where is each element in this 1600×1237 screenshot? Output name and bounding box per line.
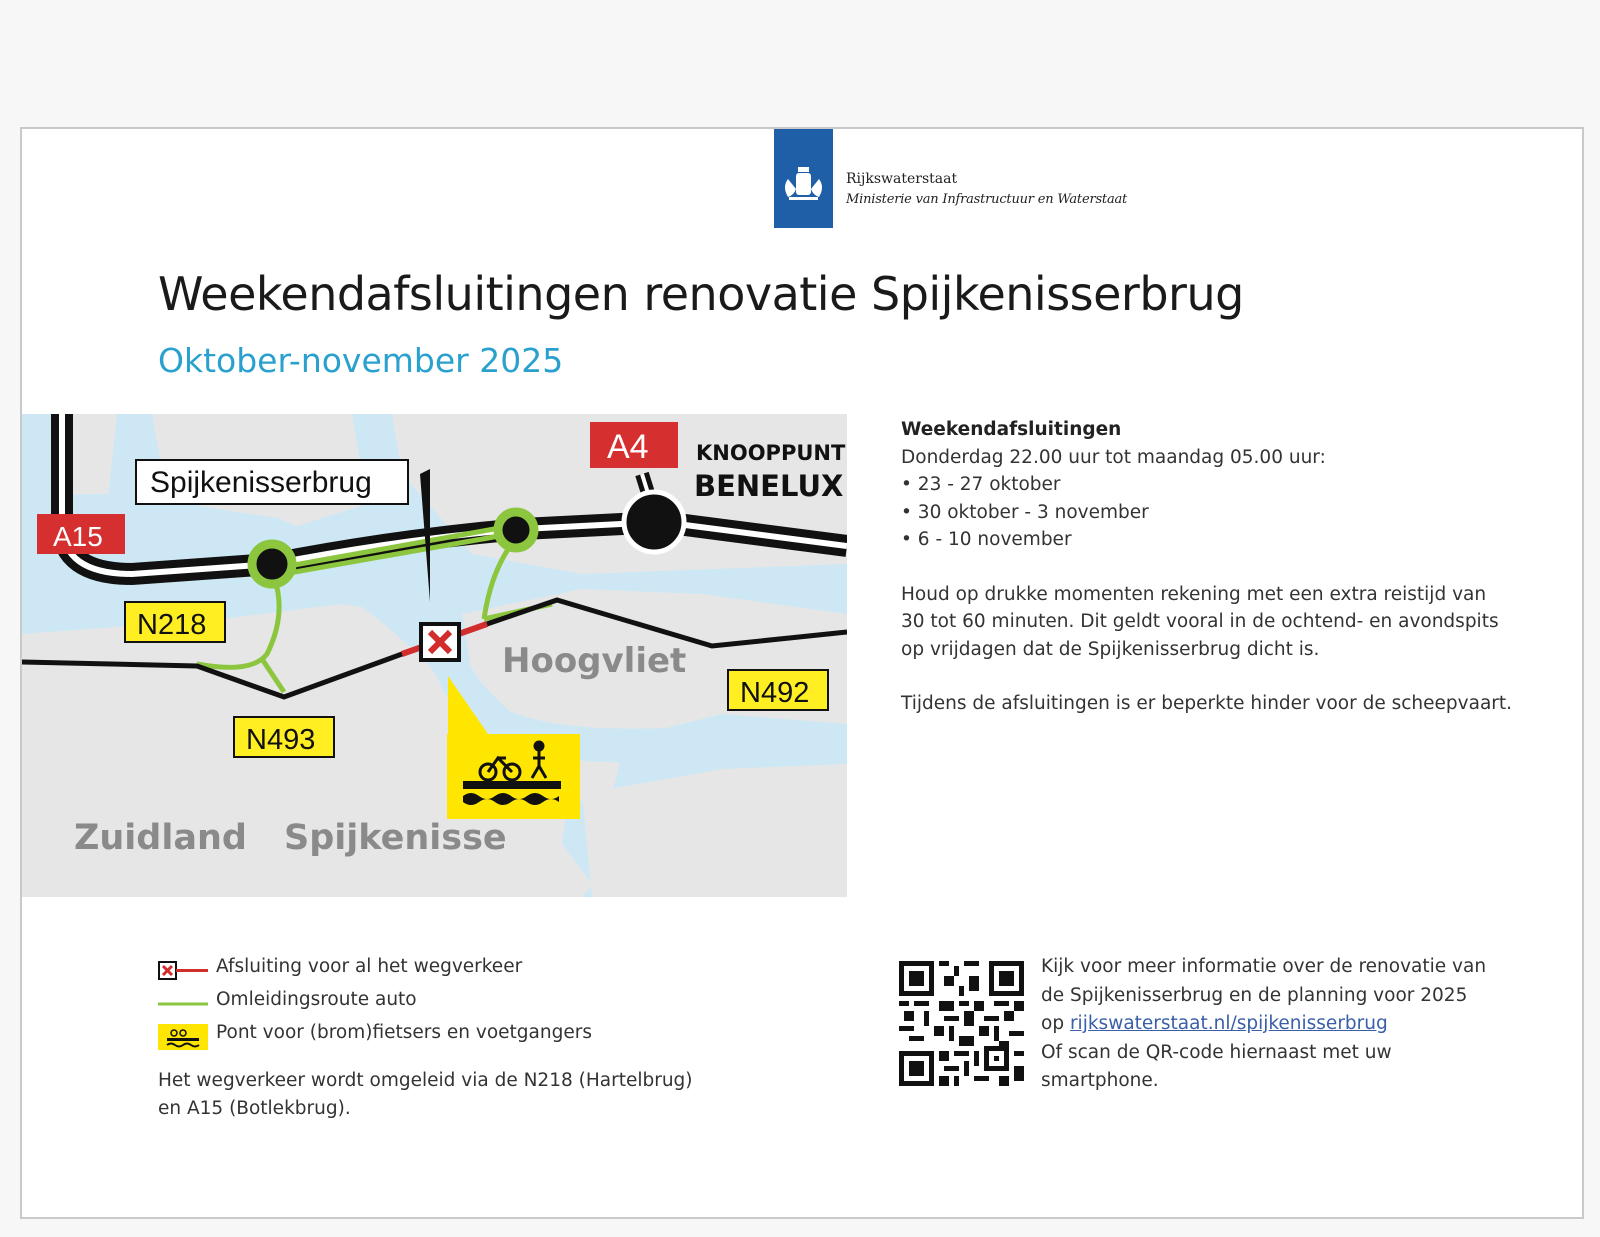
place-hoogvliet: Hoogvliet xyxy=(502,641,687,681)
delay-line: op vrijdagen dat de Spijkenisserbrug dicht is. xyxy=(901,638,1320,660)
closure-legend-icon xyxy=(158,958,208,984)
delay-line: Houd op drukke momenten rekening met een extra reistijd van xyxy=(901,583,1487,605)
junction-label-1: KNOOPPUNT xyxy=(696,441,846,465)
info-schedule: Donderdag 22.00 uur tot maandag 05.00 uur: xyxy=(901,446,1326,468)
ferry-legend-icon xyxy=(158,1024,208,1050)
shield-a4-text: A4 xyxy=(607,428,649,466)
org-name: Rijkswaterstaat xyxy=(846,171,958,187)
junction-benelux xyxy=(624,492,684,552)
shield-n492-text: N492 xyxy=(740,677,810,709)
detour-legend-icon xyxy=(158,991,208,1017)
coat-of-arms-icon xyxy=(774,129,833,228)
detour-note-line: en A15 (Botlekbrug). xyxy=(158,1098,351,1119)
notice-card xyxy=(20,127,1584,1219)
delay-line: 30 tot 60 minuten. Dit geldt vooral in de ochtend- en avondspits xyxy=(901,611,1499,632)
date-item: • 30 oktober - 3 november xyxy=(901,501,1149,523)
interchange-n218 xyxy=(252,544,292,584)
date-item: • 6 - 10 november xyxy=(901,529,1072,550)
legend-label: Omleidingsroute auto xyxy=(216,989,417,1010)
place-zuidland: Zuidland xyxy=(74,818,247,858)
detour-map xyxy=(22,414,847,897)
more-info-line: de Spijkenisserbrug en de planning voor 2025 xyxy=(1041,984,1468,1006)
place-spijkenisse: Spijkenisse xyxy=(284,818,507,858)
more-info-line: Kijk voor meer informatie over de renovatie van xyxy=(1041,956,1487,977)
ferry-sign xyxy=(447,734,580,819)
info-heading: Weekendafsluitingen xyxy=(901,419,1122,440)
org-subtitle: Ministerie van Infrastructuur en Waterstaat xyxy=(846,192,1128,207)
junction-label-2: BENELUX xyxy=(694,469,844,503)
page-title: Weekendafsluitingen renovatie Spijkenisserbrug xyxy=(158,267,1244,321)
detour-note xyxy=(158,1067,718,1123)
shield-a15-text: A15 xyxy=(53,521,103,552)
legend-label: Afsluiting voor al het wegverkeer xyxy=(216,956,523,977)
page-subtitle: Oktober-november 2025 xyxy=(158,341,564,380)
shield-n218-text: N218 xyxy=(137,609,207,641)
more-info-line: Of scan de QR-code hiernaast met uw xyxy=(1041,1041,1392,1063)
website-link[interactable]: rijkswaterstaat.nl/spijkenisserbrug xyxy=(1069,1013,1388,1034)
rijkswaterstaat-logo xyxy=(774,129,833,228)
more-info-line: smartphone. xyxy=(1041,1070,1159,1091)
legend-label: Pont voor (brom)fietsers en voetgangers xyxy=(216,1022,592,1043)
qr-code[interactable] xyxy=(899,961,1024,1086)
interchange-a15-east xyxy=(498,512,534,548)
bridge-label: Spijkenisserbrug xyxy=(150,466,372,499)
date-item: • 23 - 27 oktober xyxy=(901,474,1061,495)
closure-info xyxy=(901,416,1521,718)
shipping-note: Tijdens de afsluitingen is er beperkte hinder voor de scheepvaart. xyxy=(901,693,1513,714)
more-info xyxy=(1041,953,1561,1096)
more-info-prefix: op xyxy=(1041,1013,1070,1034)
detour-note-line: Het wegverkeer wordt omgeleid via de N218 (Hartelbrug) xyxy=(158,1070,693,1091)
more-info-line xyxy=(1041,1010,1561,1039)
shield-n493-text: N493 xyxy=(246,724,316,756)
